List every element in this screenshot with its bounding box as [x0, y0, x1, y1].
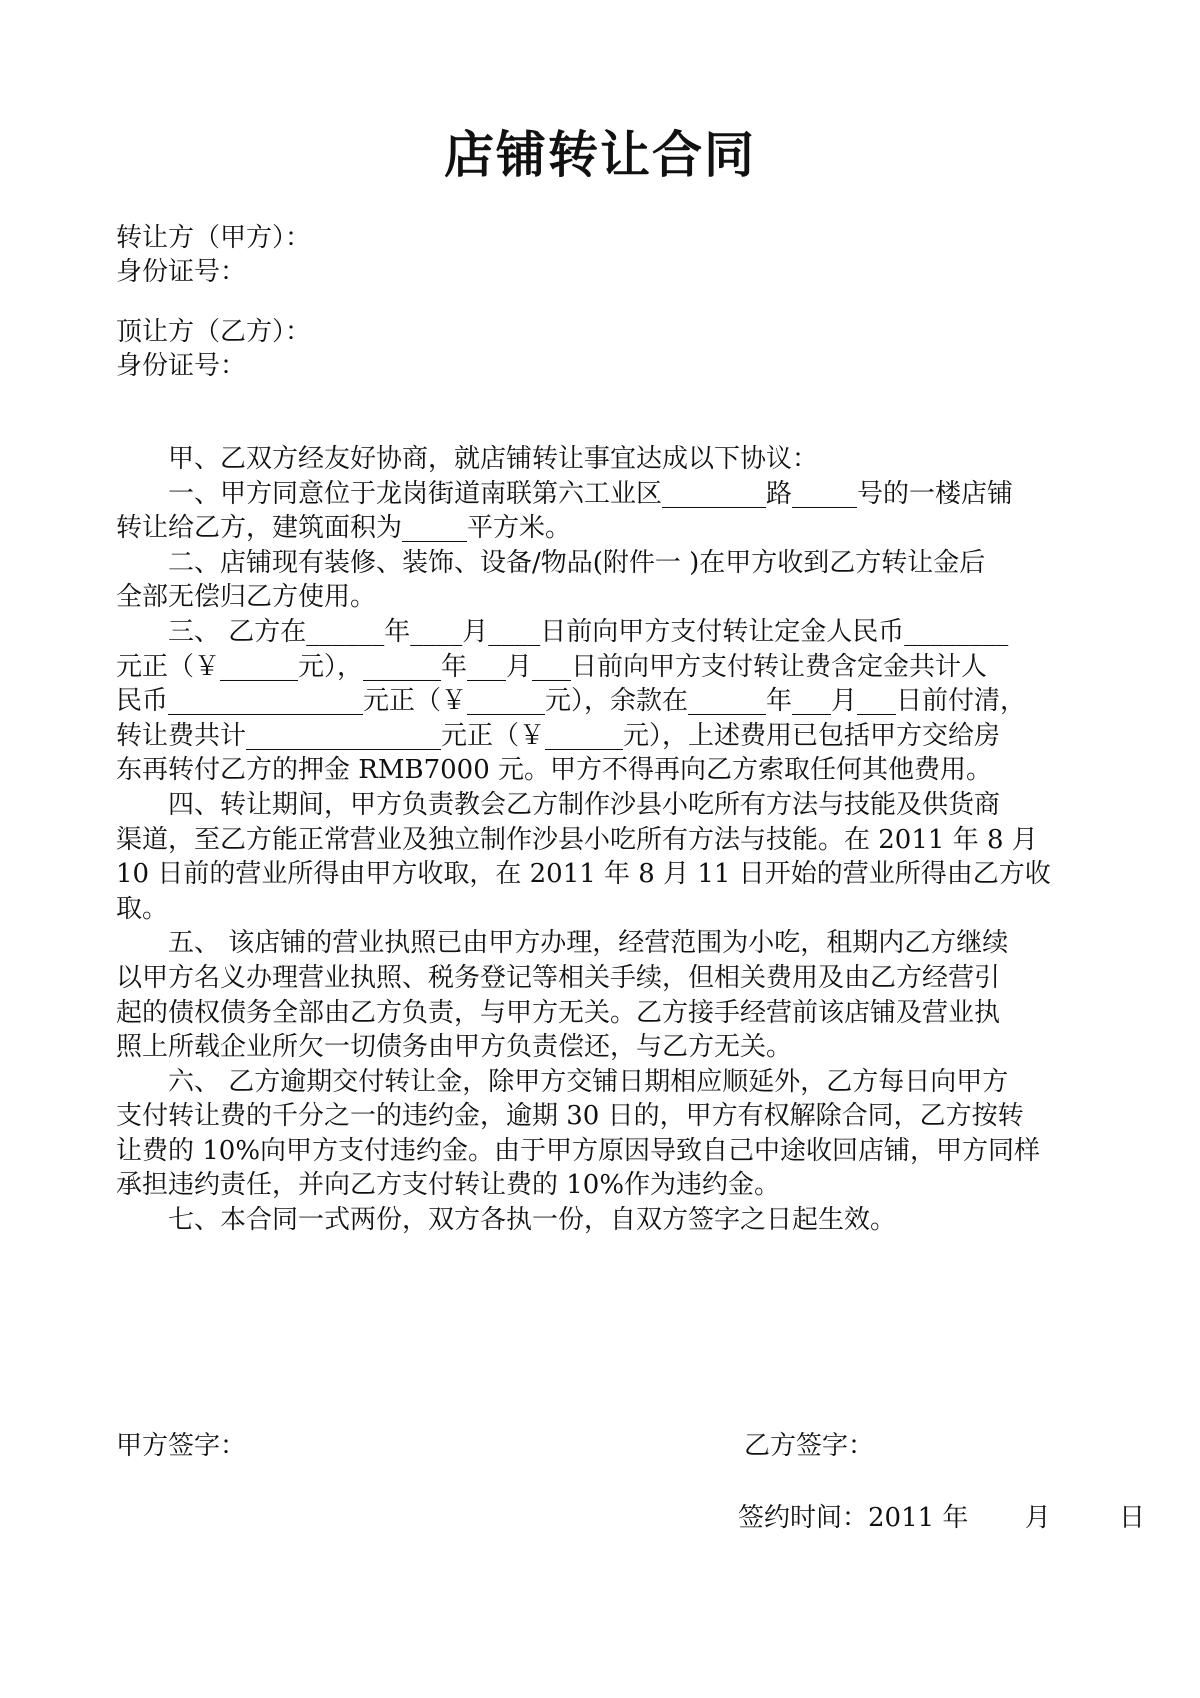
body-line: 支付转让费的千分之一的违约金，逾期 30 日的，甲方有权解除合同，乙方按转 [116, 1101, 1024, 1132]
body-line: 甲、乙双方经友好协商，就店铺转让事宜达成以下协议： [116, 444, 819, 474]
body-line: 元正（￥______元），______年___月___日前向甲方支付转让费含定金共计人 [116, 651, 988, 682]
body-line: 东再转付乙方的押金 RMB7000 元。甲方不得再向乙方索取任何其他费用。 [116, 755, 993, 786]
body-line: 照上所载企业所欠一切债务由甲方负责偿还，与乙方无关。 [116, 1032, 793, 1063]
body-line: 六、 乙方逾期交付转让金，除甲方交铺日期相应顺延外，乙方每日向甲方 [116, 1066, 1009, 1097]
body-line: 三、 乙方在______年____月____日前向甲方支付转让定金人民币________ [116, 616, 1009, 647]
body-line: 渠道，至乙方能正常营业及独立制作沙县小吃所有方法与技能。在 2011 年 8 月 [116, 824, 1038, 855]
page-title: 店铺转让合同 [444, 125, 756, 184]
body-line: 转让费共计_______________元正（￥______元），上述费用已包括甲方交给房 [116, 720, 1001, 751]
body-line: 取。 [116, 893, 169, 924]
body-line: 起的债权债务全部由乙方负责，与甲方无关。乙方接手经营前该店铺及营业执 [116, 997, 1001, 1028]
body-line: 二、店铺现有装修、装饰、设备/物品(附件一 )在甲方收到乙方转让金后 [116, 547, 986, 578]
body-line: 一、甲方同意位于龙岗街道南联第六工业区________路_____号的一楼店铺 [116, 478, 1014, 509]
signing-date [738, 1500, 1145, 1536]
transferee-label: 顶让方（乙方）： [116, 317, 312, 347]
transferor-label: 转让方（甲方）： [116, 223, 312, 253]
body-line: 承担违约责任，并向乙方支付转让费的 10%作为违约金。 [116, 1170, 781, 1201]
party-a-signature-label: 甲方签字： [116, 1431, 247, 1461]
body-line: 七、本合同一式两份，双方各执一份，自双方签字之日起生效。 [116, 1205, 897, 1236]
body-line: 民币_______________元正（￥______元），余款在______年___月___日前付清， [116, 686, 1027, 717]
body-line: 全部无偿归乙方使用。 [116, 582, 377, 613]
contract-body [116, 442, 1096, 1238]
transferee-id-label: 身份证号： [116, 351, 247, 381]
body-line: 让费的 10%向甲方支付违约金。由于甲方原因导致自己中途收回店铺，甲方同样 [116, 1135, 1041, 1166]
body-line: 10 日前的营业所得由甲方收取，在 2011 年 8 月 11 日开始的营业所得由乙方收 [116, 859, 1051, 890]
body-line: 转让给乙方，建筑面积为_____平方米。 [116, 513, 572, 544]
signing-day-label: 日 [1118, 1503, 1145, 1533]
body-line: 四、转让期间，甲方负责教会乙方制作沙县小吃所有方法与技能及供货商 [116, 789, 1001, 820]
party-b-signature-label: 乙方签字： [744, 1431, 875, 1461]
transferor-id-label: 身份证号： [116, 257, 247, 287]
signing-date-label: 签约时间：2011 年 [738, 1503, 969, 1533]
body-line: 以甲方名义办理营业执照、税务登记等相关手续，但相关费用及由乙方经营引 [116, 962, 1001, 993]
signing-month-label: 月 [1024, 1503, 1051, 1533]
body-line: 五、 该店铺的营业执照已由甲方办理，经营范围为小吃，租期内乙方继续 [116, 928, 1009, 959]
